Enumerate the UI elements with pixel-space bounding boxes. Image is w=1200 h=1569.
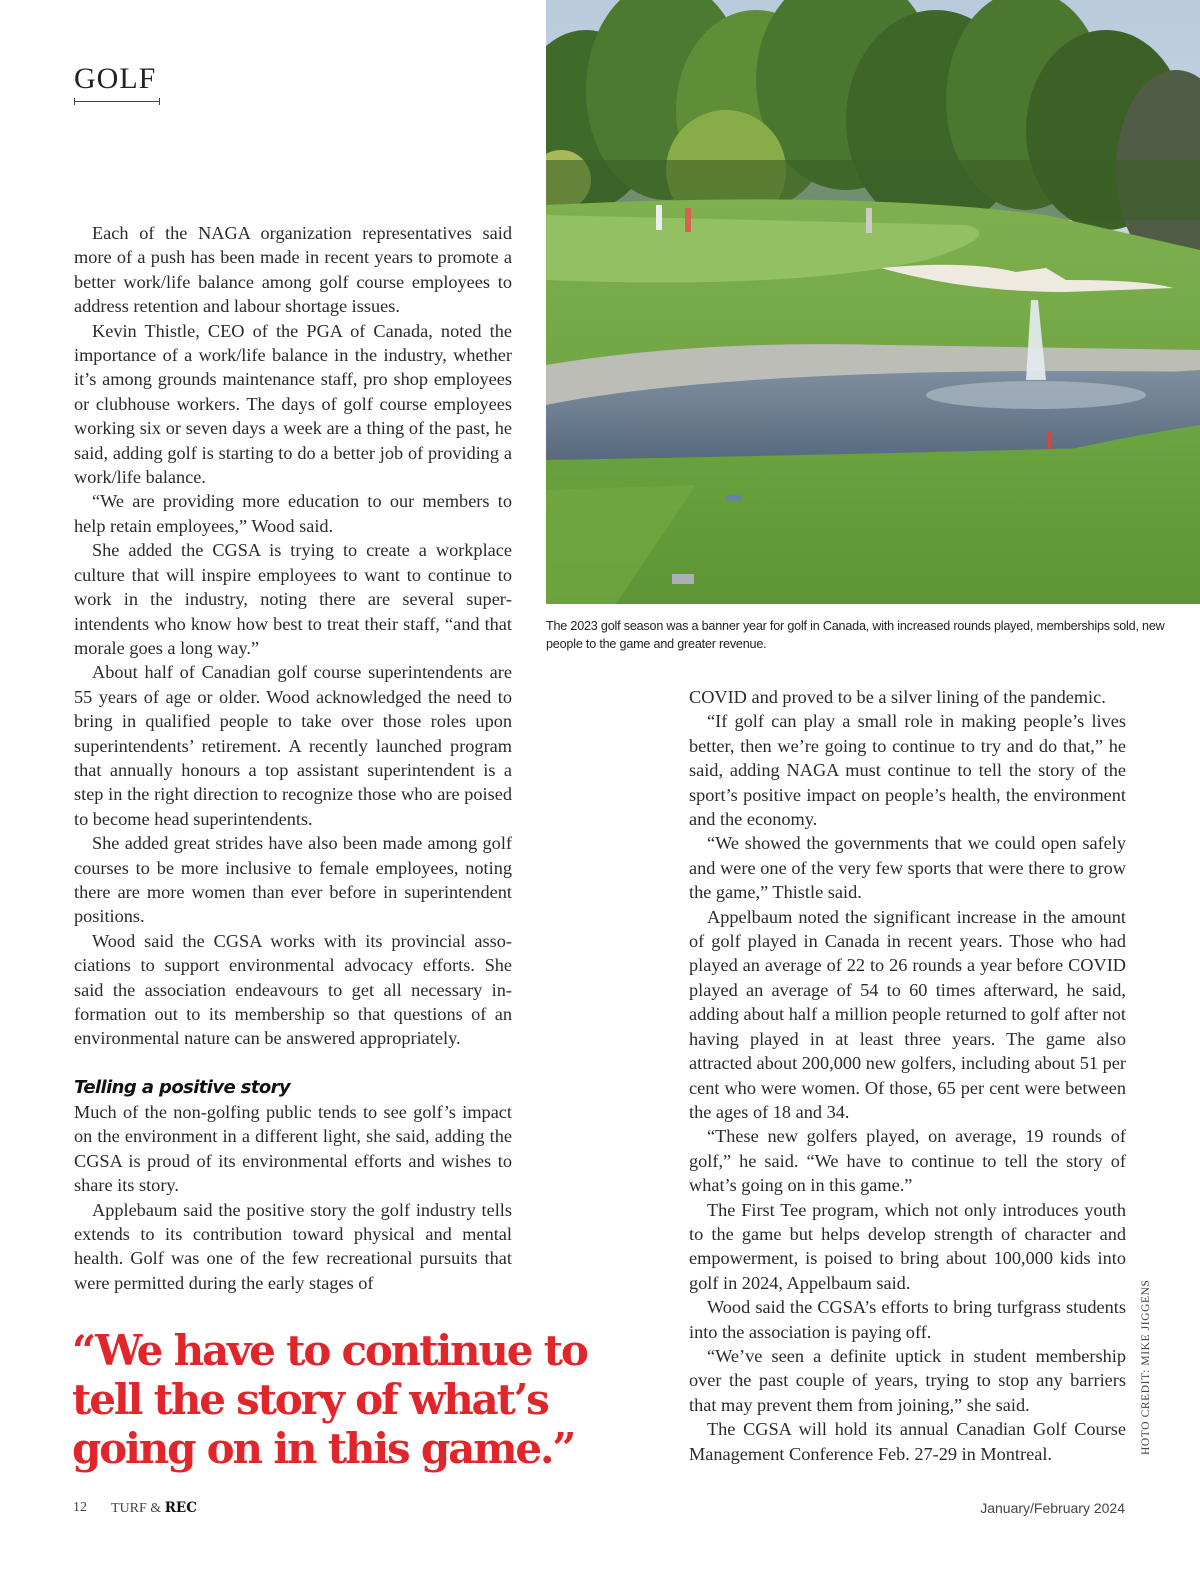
article-column-left-top	[74, 221, 512, 1051]
paragraph: She added the CGSA is trying to create a workplace culture that will inspire employees to want to continue to work in the industry, noting there are several superintendents who know how best to treat their staff, “and that morale goes a long way.”	[74, 540, 512, 658]
paragraph: “If golf can play a small role in making people’s lives better, then we’re going to continue to try and do that,” he said, adding NAGA must continue to tell the story of the sport’s positive impact on people’s health, the environment and the economy.	[689, 711, 1126, 830]
paragraph: “We’ve seen a definite uptick in student membership over the past couple of years, trying to stop any barriers that may prevent them from joining,” she said.	[689, 1345, 1126, 1415]
fountain-spray	[926, 381, 1146, 409]
issue-date: January/February 2024	[980, 1500, 1125, 1516]
paragraph: The First Tee program, which not only introduces youth to the game but helps develop strength of character and empowerment, is poised to bring about 100,000 kids into golf in 2024, Appelbaum said.	[689, 1199, 1126, 1293]
photo-illustration	[546, 0, 1200, 604]
paragraph: She added great strides have also been made among golf courses to be more inclusive to female employees, noting there are more women than ever before in superintendent positions.	[74, 833, 512, 927]
page-number: 12	[73, 1500, 87, 1515]
section-label: GOLF	[74, 62, 157, 95]
paragraph: Applebaum said the positive story the golf industry tells extends to its contribution toward physical and mental health. Golf was one of the few recreational pursuits that were permitted during the early stages of	[74, 1199, 512, 1293]
pull-quote: “We have to continue to tell the story of what’s going on in this game.”	[72, 1326, 587, 1473]
paragraph: “We are providing more education to our members to help retain employees,” Wood said.	[74, 491, 512, 536]
tee-plaque	[672, 574, 694, 584]
tee-marker	[726, 495, 742, 501]
photo-credit: HOTO CREDIT: MIKE JIGGENS	[1140, 1279, 1152, 1455]
paragraph: Each of the NAGA organization representatives said more of a push has been made in recent years to promote a better work/life balance among golf course employees to address retention and labour shortage issues.	[74, 223, 512, 317]
paragraph: The CGSA will hold its annual Canadian Golf Course Management Conference Feb. 27-29 in Montreal.	[689, 1419, 1126, 1464]
golf-course-photo	[546, 0, 1200, 604]
paragraph: COVID and proved to be a silver lining of the pandemic.	[689, 687, 1106, 707]
magazine-name	[111, 1500, 197, 1517]
photo-caption: The 2023 golf season was a banner year for golf in Canada, with increased rounds played, memberships sold, new people to the game and greater revenue.	[546, 619, 1165, 651]
paragraph: Kevin Thistle, CEO of the PGA of Canada, noted the importance of a work/life balance in the industry, whether it’s among grounds maintenance staff, pro shop employees or clubhouse workers. The days of golf course employees working six or seven days a week are a thing of the past, he said, adding golf is starting to do a better job of providing a work/life balance.	[74, 320, 512, 488]
article-column-left-bottom	[74, 1076, 512, 1295]
section-rule	[74, 101, 160, 102]
paragraph: Wood said the CGSA works with its provincial associations to support environmental advocacy efforts. She said the association endeavours to get all necessary information out to its membership so that questions of an environmental nature can be answered appropriately.	[74, 930, 512, 1049]
paragraph: Wood said the CGSA’s efforts to bring turfgrass students into the association is paying off.	[689, 1297, 1126, 1342]
paragraph: About half of Canadian golf course superintendents are 55 years of age or older. Wood acknowledged the need to bring in qualified people to take over those roles upon superintendents’ retirement. A recently launched program that annually honours a top assistant superintendent is a step in the right direction to recognize those who are poised to become head superintendents.	[74, 662, 512, 829]
paragraph: Much of the non-golfing public tends to see golf’s impact on the environment in a different light, she said, adding the CGSA is proud of its environmental efforts and wishes to share its story.	[74, 1102, 512, 1196]
paragraph: “We showed the governments that we could open safely and were one of the very few sports that were there to grow the game,” Thistle said.	[689, 833, 1126, 903]
paragraph: “These new golfers played, on average, 19 rounds of golf,” he said. “We have to continue to tell the story of what’s going on in this game.”	[689, 1126, 1126, 1196]
paragraph: Appelbaum noted the significant increase in the amount of golf played in Canada in recent years. Those who had played an average of 22 to 26 rounds a year before COVID played an average of 54 to 60 times afterward, he said, adding about half a million people returned to golf after not having played in at least three years. The game also attracted about 200,000 new golfers, including about 51 per cent who were women. Of those, 65 per cent were between the ages of 18 and 34.	[689, 906, 1126, 1122]
article-column-right	[689, 685, 1126, 1466]
magazine-name-light: TURF &	[111, 1501, 165, 1516]
red-stake	[1048, 432, 1051, 450]
magazine-name-bold: REC	[164, 1500, 197, 1516]
subheading: Telling a positive story	[74, 1077, 291, 1098]
